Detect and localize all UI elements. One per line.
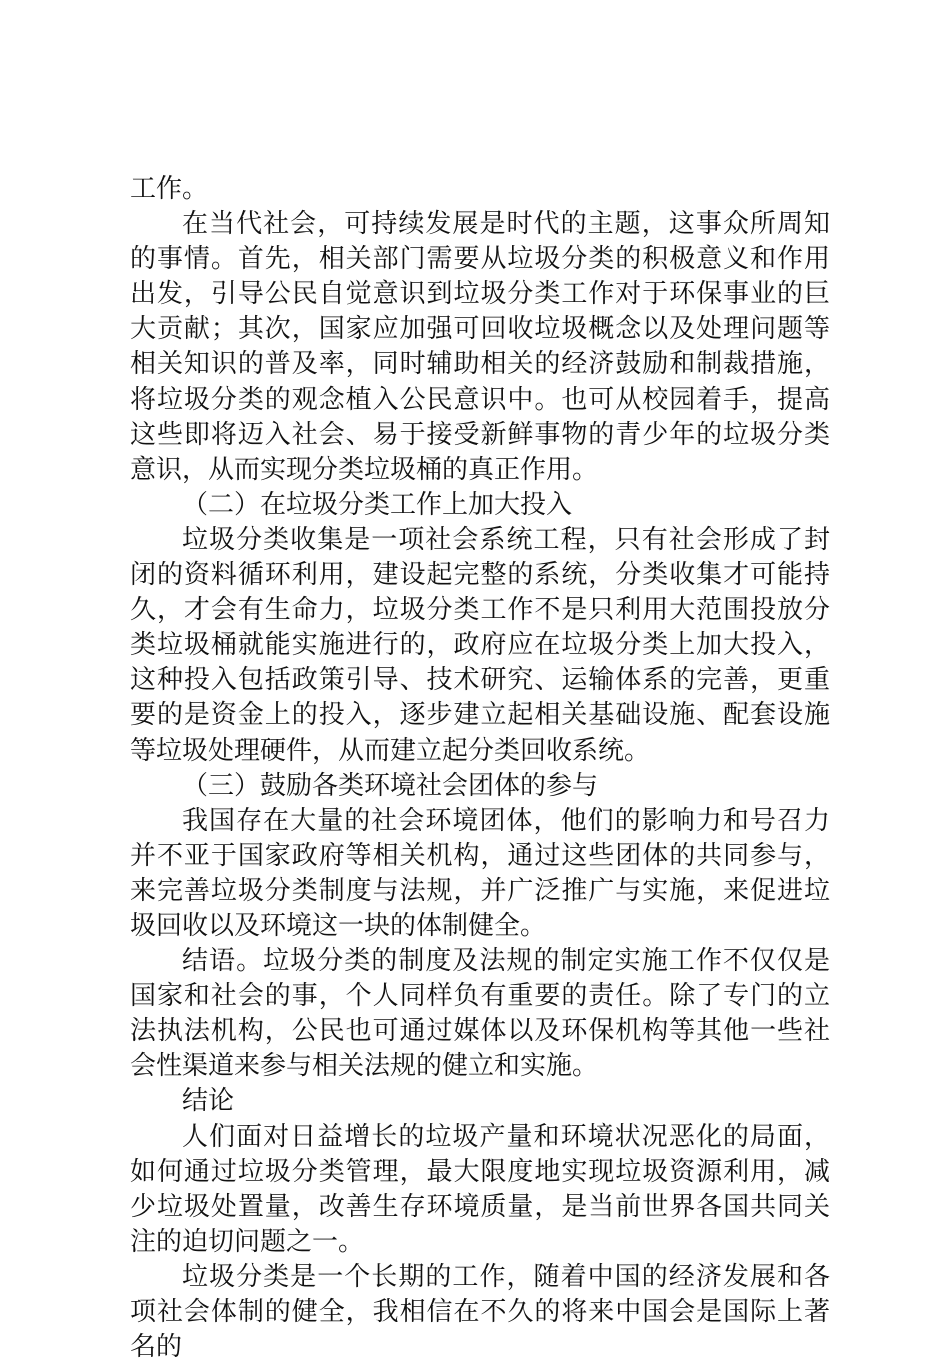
paragraph-continuation: 工作。	[130, 174, 209, 204]
paragraph-sustainable-development: 在当代社会，可持续发展是时代的主题，这事众所周知的事情。首先，相关部门需要从垃圾分类的积极意义和作用出发，引导公民自觉意识到垃圾分类工作对于环保事业的巨大贡献；其次，国家应加强可回收垃圾概念以及处理问题等相关知识的普及率，同时辅助相关的经济鼓励和制裁措施，将垃圾分类的观念植入公民意识中。也可从校园着手，提高这些即将迈入社会、易于接受新鲜事物的青少年的垃圾分类意识，从而实现分类垃圾桶的真正作用。	[130, 209, 830, 485]
document-page	[130, 172, 830, 1365]
paragraph-conclusion-1: 人们面对日益增长的垃圾产量和环境状况恶化的局面，如何通过垃圾分类管理，最大限度地实现垃圾资源利用，减少垃圾处置量，改善生存环境质量，是当前世界各国共同关注的迫切问题之一。	[130, 1121, 830, 1257]
paragraph-social-groups: 我国存在大量的社会环境团体，他们的影响力和号召力并不亚于国家政府等相关机构，通过这些团体的共同参与，来完善垃圾分类制度与法规，并广泛推广与实施，来促进垃圾回收以及环境这一块的体制健全。	[130, 805, 830, 941]
paragraph-closing-remarks: 结语。垃圾分类的制度及法规的制定实施工作不仅仅是国家和社会的事，个人同样负有重要的责任。除了专门的立法执法机构，公民也可通过媒体以及环保机构等其他一些社会性渠道来参与相关法规的健立和实施。	[130, 946, 830, 1082]
section-heading-social-groups: （三）鼓励各类环境社会团体的参与	[182, 770, 599, 801]
paragraph-investment: 垃圾分类收集是一项社会系统工程，只有社会形成了封闭的资料循环利用，建设起完整的系统，分类收集才可能持久，才会有生命力，垃圾分类工作不是只利用大范围投放分类垃圾桶就能实施进行的，政府应在垃圾分类上加大投入，这种投入包括政策引导、技术研究、运输体系的完善，更重要的是资金上的投入，逐步建立起相关基础设施、配套设施等垃圾处理硬件，从而建立起分类回收系统。	[130, 524, 830, 766]
section-heading-investment: （二）在垃圾分类工作上加大投入	[182, 489, 573, 520]
section-heading-conclusion: 结论	[182, 1086, 235, 1117]
paragraph-conclusion-2: 垃圾分类是一个长期的工作，随着中国的经济发展和各项社会体制的健全，我相信在不久的将来中国会是国际上著名的	[130, 1261, 830, 1363]
